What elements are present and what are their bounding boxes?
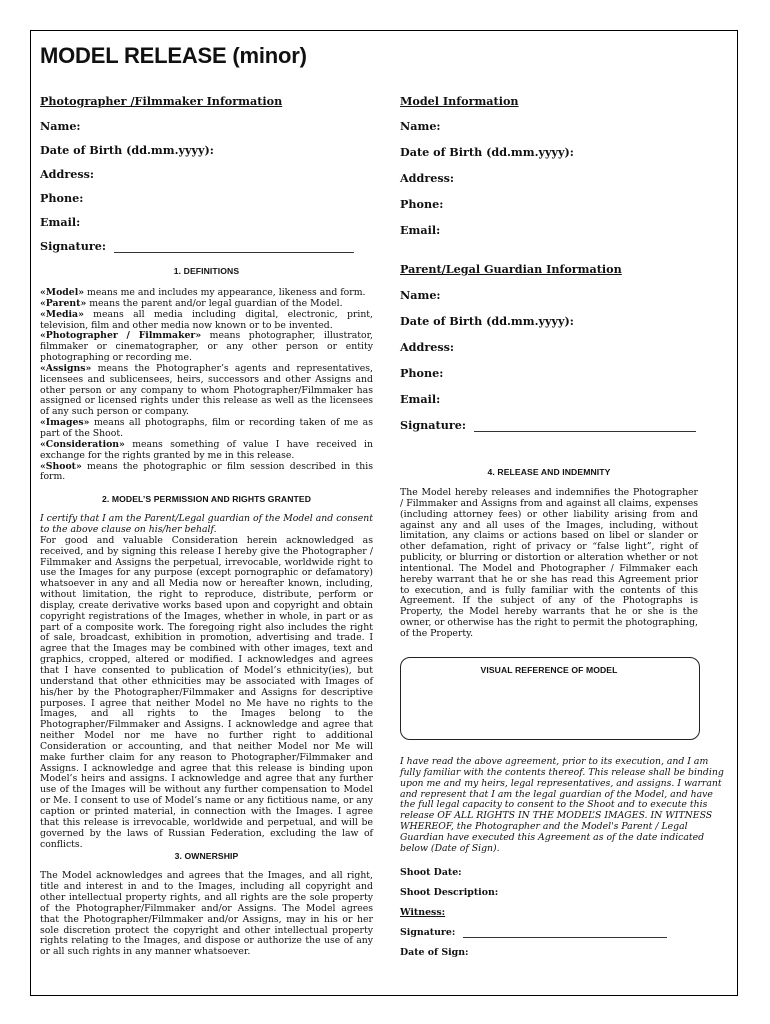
- guardian-email-label: Email:: [400, 392, 441, 406]
- definition-text: means something of value I have received in exchange for the rights granted by me in this release.: [40, 438, 373, 461]
- definition-item: [40, 310, 373, 332]
- photographer-phone-label: Phone:: [40, 191, 84, 205]
- definitions-heading: 1. DEFINITIONS: [173, 266, 240, 276]
- definition-text: means all media including digital, electronic, print, television, film and other media now known or to be invented.: [40, 308, 373, 331]
- definition-term: «Media»: [40, 308, 84, 320]
- guardian-name-label: Name:: [400, 288, 441, 302]
- guardian-heading: Parent/Legal Guardian Information: [400, 262, 622, 276]
- witness-signature-label: Signature:: [400, 926, 456, 938]
- left-column: [40, 92, 373, 958]
- signoff-section: [400, 757, 724, 958]
- model-name-label: Name:: [400, 119, 441, 133]
- definition-item: [40, 418, 373, 440]
- model-email-label: Email:: [400, 223, 441, 237]
- definition-term: «Consideration»: [40, 438, 125, 450]
- permission-heading: 2. MODEL’S PERMISSION AND RIGHTS GRANTED: [102, 494, 311, 505]
- definitions-list: [40, 288, 373, 483]
- witness-label: Witness:: [400, 906, 446, 918]
- photographer-signature-line[interactable]: [114, 242, 354, 253]
- agreement-statement: I have read the above agreement, prior to its execution, and I am fully familiar with the contents thereof. This release shall be binding upon me and my heirs, legal representatives, and assigns. I warrant and represent that I am the legal guardian of the Model, and have the full legal capacity to consent to the Shoot and to execute this release OF ALL RIGHTS IN THE MODEL’S IMAGES. IN WITNESS WHEREOF, the Photographer and the Model's Parent / Legal Guardian have executed this Agreement as of the date indicated below (Date of Sign).: [400, 756, 724, 854]
- definition-term: «Shoot»: [40, 460, 82, 472]
- definition-term: «Assigns»: [40, 362, 92, 374]
- photographer-dob-label: Date of Birth (dd.mm.yyyy):: [40, 143, 214, 157]
- right-column: [400, 94, 698, 675]
- definition-text: means the Photographer’s agents and representatives, licensees and sublicensees, heirs, successors and other Assigns and other person or any company to whom Photographer/Filmmaker has assigned or licensed rights under this release as well as the licensees of any such person or company.: [40, 362, 373, 418]
- shoot-date-label: Shoot Date:: [400, 866, 462, 878]
- model-phone-label: Phone:: [400, 197, 444, 211]
- definition-item: [40, 462, 373, 484]
- visual-reference-box[interactable]: [400, 657, 700, 740]
- definition-text: means photographer, illustrator, filmmaker or cinematographer, or any other person or entity photographing or recording me.: [40, 330, 373, 364]
- visual-reference-heading: VISUAL REFERENCE OF MODEL: [480, 664, 618, 675]
- guardian-signature-row: [400, 419, 698, 432]
- guardian-phone-label: Phone:: [400, 366, 444, 380]
- guardian-signature-label: Signature:: [400, 418, 466, 432]
- ownership-heading: 3. OWNERSHIP: [174, 851, 239, 862]
- photographer-address-label: Address:: [40, 167, 95, 181]
- date-of-sign-label: Date of Sign:: [400, 946, 469, 958]
- photographer-heading: Photographer /Filmmaker Information: [40, 94, 283, 108]
- definition-term: «Parent»: [40, 297, 87, 309]
- release-body: The Model hereby releases and indemnifies the Photographer / Filmmaker and Assigns from and against all claims, expenses (including attorney fees) or other liability arising from and against any and all uses of the Images, including, without limitation, any claims or actions based on libel or slander or other defamation, right of privacy or “false light”, right of publicity, or blurring or distortion or alteration whether or not intentional. The Model and Photographer / Filmmaker each hereby warrant that he or she has read this Agreement prior to execution, and is fully familiar with the contents of this Agreement. If the subject of any of the Photographs is Property, the Model hereby warrants that he or she is the owner, or otherwise has the right to permit the photographing, of the Property.: [400, 487, 698, 639]
- definition-text: means all photographs, film or recording taken of me as part of the Shoot.: [40, 417, 373, 439]
- witness-signature-line[interactable]: [463, 927, 667, 938]
- witness-signature-row: [400, 927, 724, 938]
- definition-text: means the parent and/or legal guardian of the Model.: [86, 297, 343, 309]
- definition-item: [40, 440, 373, 462]
- guardian-dob-label: Date of Birth (dd.mm.yyyy):: [400, 314, 574, 328]
- permission-intro: I certify that I am the Parent/Legal guardian of the Model and consent to the above clause on his/her behalf.: [40, 513, 373, 536]
- release-heading: 4. RELEASE AND INDEMNITY: [487, 467, 611, 477]
- shoot-description-label: Shoot Description:: [400, 886, 499, 898]
- permission-body: For good and valuable Consideration herein acknowledged as received, and by signing this release I hereby give the Photographer / Filmmaker and Assigns the perpetual, irrevocable, worldwide right to use the Images for any purpose (except pornographic or defamatory) whatsoever in any and all Media now or hereafter known, including, without limitation, the right to reproduce, distribute, perform or display, create derivative works based upon and copyright and obtain copyright registrations of the Images, whether in whole, in part or as part of a composite work. The foregoing right also includes the right of sale, broadcast, exhibition in promotion, advertising and trade. I agree that the Images may be combined with other images, text and graphics, cropped, altered or modified. I acknowledges and agrees that I have consented to publication of Model’s ethnicity(ies), but understand that other ethnicities may be associated with Images of his/her by the Photographer/Filmmaker and Assigns for descriptive purposes. I agree that neither Model no Me have no rights to the Images, and all rights to the Images belong to the Photographer/Filmmaker and Assigns. I acknowledge and agree that neither Model nor me have no further right to additional Consideration or accounting, and that neither Model nor Me will make further claim for any reason to Photographer/Filmmaker and Assigns. I acknowledge and agree that this release is binding upon Model’s heirs and assigns. I acknowledge and agree that any further use of the Images will be without any further compensation to Model or Me. I consent to use of Model’s name or any fictitious name, or any caption or printed material, in connection with the Images. I agree that this release is irrevocable, worldwide and perpetual, and will be governed by the laws of Russian Federation, excluding the law of conflicts.: [40, 534, 373, 850]
- model-dob-label: Date of Birth (dd.mm.yyyy):: [400, 145, 574, 159]
- model-heading: Model Information: [400, 94, 519, 108]
- page-title: MODEL RELEASE (minor): [40, 43, 307, 68]
- ownership-body: The Model acknowledges and agrees that the Images, and all right, title and interest in and to the Images, including all copyright and other intellectual property rights, and all rights are the sole property of the Photographer/Filmmaker and/or Assigns. The Model agrees that the Photographer/Filmmaker and/or Assigns, may in his or her sole discretion protect the copyright and other intellectual property rights relating to the Images, and dispose or authorize the use of any or all such rights in any manner whatsoever.: [40, 870, 373, 958]
- photographer-signature-row: [40, 240, 373, 253]
- guardian-signature-line[interactable]: [474, 421, 696, 432]
- definition-term: «Images»: [40, 417, 90, 429]
- definition-item: [40, 331, 373, 364]
- definition-term: «Model»: [40, 287, 85, 298]
- photographer-email-label: Email:: [40, 215, 81, 229]
- guardian-address-label: Address:: [400, 340, 455, 354]
- photographer-name-label: Name:: [40, 119, 81, 133]
- model-address-label: Address:: [400, 171, 455, 185]
- definition-text: means me and includes my appearance, likeness and form.: [84, 287, 366, 298]
- definition-term: «Photographer / Filmmaker»: [40, 330, 202, 342]
- definition-item: [40, 364, 373, 418]
- photographer-signature-label: Signature:: [40, 239, 106, 253]
- definition-text: means the photographic or film session described in this form.: [40, 460, 373, 483]
